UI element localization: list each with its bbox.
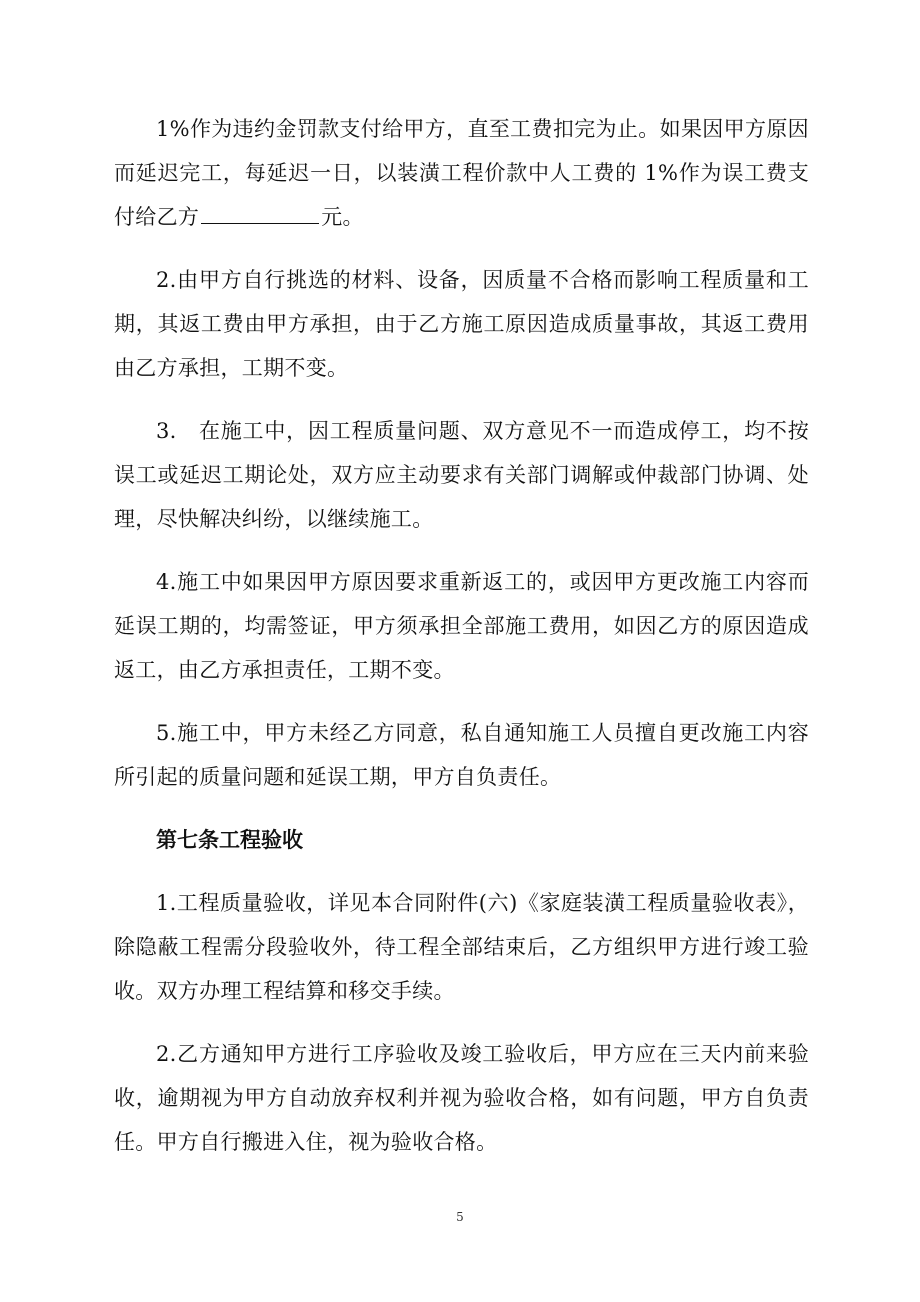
amount-blank-line [201, 205, 319, 224]
paragraph-acceptance-2: 2.乙方通知甲方进行工序验收及竣工验收后，甲方应在三天内前来验收，逾期视为甲方自动放弃权利并视为验收合格，如有问题，甲方自负责任。甲方自行搬进入住，视为验收合格。 [114, 1042, 809, 1154]
paragraph-item-3: 3. 在施工中，因工程质量问题、双方意见不一而造成停工，均不按误工或延迟工期论处，双方应主动要求有关部门调解或仲裁部门协调、处理，尽快解决纠纷，以继续施工。 [114, 419, 809, 531]
page-number: 5 [456, 1210, 464, 1224]
section-heading-article-7: 第七条工程验收 [156, 828, 303, 852]
paragraph-acceptance-1: 1.工程质量验收，详见本合同附件(六)《家庭装潢工程质量验收表》，除隐蔽工程需分段验收外，待工程全部结束后，乙方组织甲方进行竣工验收。双方办理工程结算和移交手续。 [114, 891, 809, 1003]
paragraph-penalty-clause [114, 107, 809, 239]
paragraph-penalty-text: 1%作为违约金罚款支付给甲方，直至工费扣完为止。如果因甲方原因而延迟完工，每延迟一日，以装潢工程价款中人工费的 1%作为误工费支付给乙方 [114, 117, 809, 229]
document-body [114, 107, 809, 1183]
paragraph-penalty-unit: 元。 [321, 205, 364, 229]
paragraph-item-5: 5.施工中，甲方未经乙方同意，私自通知施工人员擅自更改施工内容所引起的质量问题和延误工期，甲方自负责任。 [114, 721, 809, 789]
paragraph-item-4: 4.施工中如果因甲方原因要求重新返工的，或因甲方更改施工内容而延误工期的，均需签证，甲方须承担全部施工费用，如因乙方的原因造成返工，由乙方承担责任，工期不变。 [114, 570, 809, 682]
paragraph-item-2: 2.由甲方自行挑选的材料、设备，因质量不合格而影响工程质量和工期，其返工费由甲方承担，由于乙方施工原因造成质量事故，其返工费用由乙方承担，工期不变。 [114, 268, 809, 380]
